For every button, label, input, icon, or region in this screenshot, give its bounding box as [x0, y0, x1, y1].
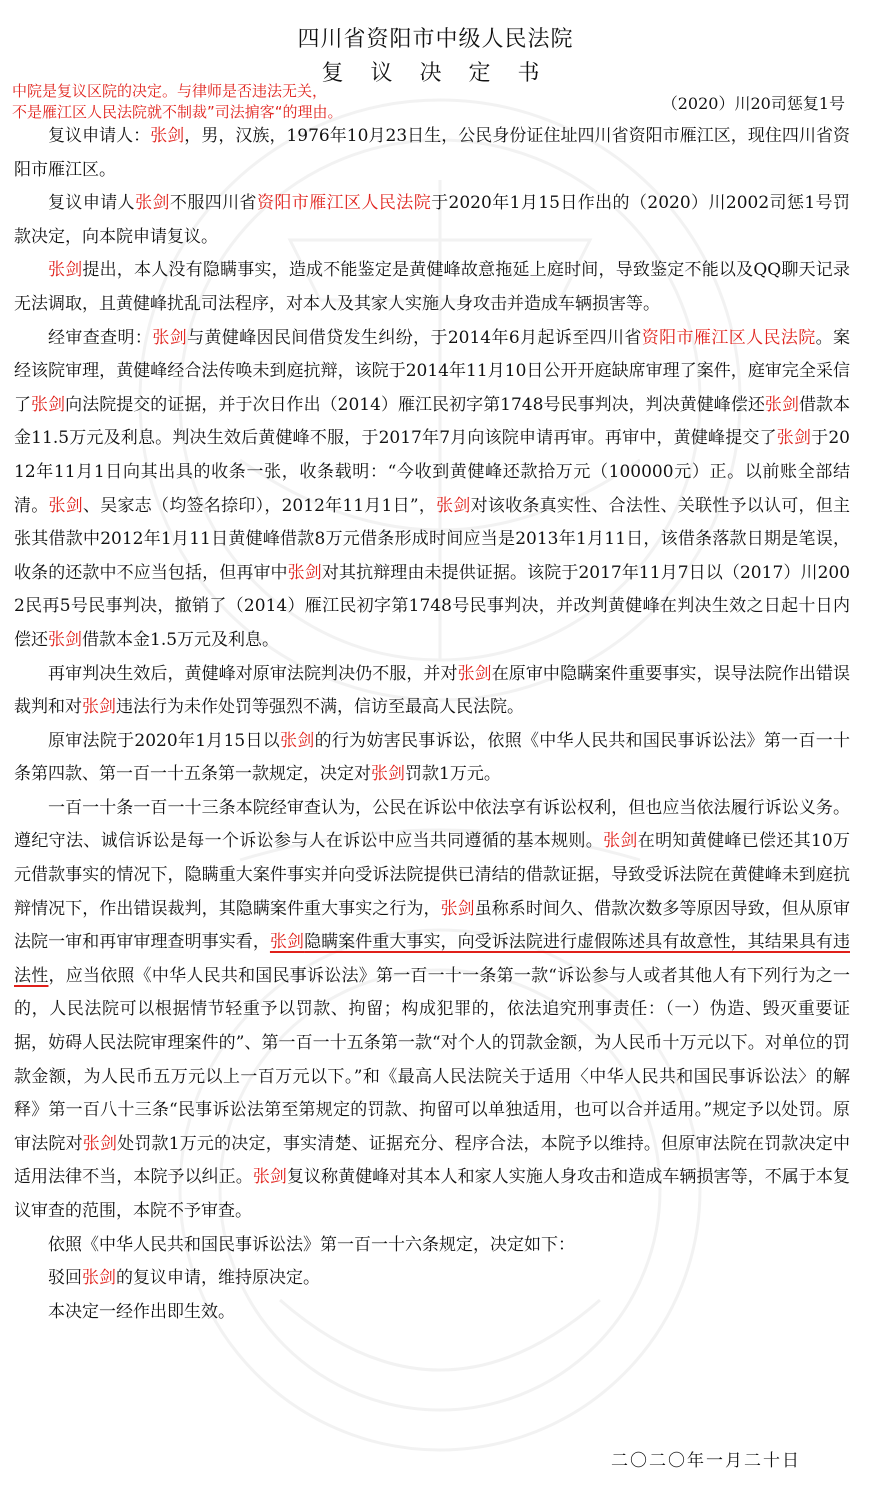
paragraph-applicant: 复议申请人：张剑，男，汉族，1976年10月23日生，公民身份证住址四川省资阳市雁江区，现住四川省资阳市雁江区。 — [14, 126, 851, 180]
paragraph-retrial: 再审判决生效后，黄健峰对原审法院判决仍不服，并对张剑在原审中隐瞒案件重要事实，误导法院作出错误裁判和对张剑违法行为未作处罚等强烈不满，信访至最高人民法院。 — [14, 663, 851, 718]
paragraph-original-decision: 原审法院于2020年1月15日以张剑的行为妨害民事诉讼，依照《中华人民共和国民事诉讼法》第一百一十条第四款、第一百一十五条第一款规定，决定对张剑罚款1万元。 — [14, 730, 850, 785]
paragraph-claims: 张剑提出，本人没有隐瞒事实，造成不能鉴定是黄健峰故意拖延上庭时间，导致鉴定不能以及QQ聊天记录无法调取，且黄健峰扰乱司法程序，对本人及其家人实施人身攻击并造成车辆损害等。 — [14, 260, 850, 314]
underlined-finding: 张剑隐瞒案件重大事实，向受诉法院进行虚假陈述具有故意性，其结果具有违法性 — [14, 932, 850, 986]
name-highlight: 张剑 — [48, 260, 83, 281]
paragraph-effective: 本决定一经作出即生效。 — [48, 1301, 235, 1322]
decision-date: 二〇二〇年一月二十日 — [611, 1451, 801, 1471]
paragraph-legal-basis: 依照《中华人民共和国民事诉讼法》第一百一十六条规定，决定如下： — [48, 1234, 575, 1255]
paragraph-reasoning: 一百一十条一百一十三条本院经审查认为，公民在诉讼中依法享有诉讼权利，但也应当依法履行诉讼义务。遵纪守法、诚信诉讼是每一个诉讼参与人在诉讼中应当共同遵循的基本规则。张剑在明知黄健峰已偿还其10万元借款事实的情况下，隐瞒重大案件事实并向受诉法院提供已清结的借款证据，导致受诉法院在黄健峰未到庭抗辩情况下，作出错误裁判，其隐瞒案件重大事实之行为，张剑虽称系时间久、借款次数多等原因导致，但从原审法院一审和再审审理查明事实看，张剑隐瞒案件重大事实，向受诉法院进行虚假陈述具有故意性，其结果具有违法性，应当依照《中华人民共和国民事诉讼法》第一百一十一条第一款“诉讼参与人或者其他人有下列行为之一的，人民法院可以根据情节轻重予以罚款、拘留；构成犯罪的，依法追究刑事责任：（一）伪造、毁灭重要证据，妨碍人民法院审理案件的”、第一百一十五条第一款“对个人的罚款金额，为人民币十万元以下。对单位的罚款金额，为人民币五万元以上一百万元以下。”和《最高人民法院关于适用〈中华人民共和国民事诉讼法〉的解释》第一百八十三条“民事诉讼法第至第规定的罚款、拘留可以单独适用，也可以合并适用。”规定予以处罚。原审法院对张剑处罚款1万元的决定，事实清楚、证据充分、程序合法，本院予以维持。但原审法院在罚款决定中适用法律不当，本院予以纠正。张剑复议称黄健峰对其本人和家人实施人身攻击和造成车辆损害等，不属于本复议审查的范围，本院不予审查。 — [14, 797, 850, 1221]
annotation-line-1: 中院是复议区院的决定。与律师是否违法无关， — [12, 82, 328, 100]
document-body — [14, 120, 850, 1329]
document-type-title: 复 议 决 定 书 — [321, 61, 550, 86]
court-name: 四川省资阳市中级人民法院 — [297, 27, 574, 52]
name-highlight: 张剑 — [135, 193, 170, 214]
court-highlight: 资阳市雁江区人民法院 — [641, 327, 816, 348]
name-highlight: 张剑 — [150, 126, 185, 146]
annotation-line-2: 不是雁江区人民法院就不制裁”司法掮客“的理由。 — [12, 103, 343, 121]
paragraph-ruling: 驳回张剑的复议申请，维持原决定。 — [48, 1268, 320, 1289]
paragraph-findings: 经审查查明：张剑与黄健峰因民间借贷发生纠纷，于2014年6月起诉至四川省资阳市雁江区人民法院。案经该院审理，黄健峰经合法传唤未到庭抗辩，该院于2014年11月10日公开开庭缺席审理了案件，庭审完全采信了张剑向法院提交的证据，并于次日作出（2014）雁江民初字第1748号民事判决，判决黄健峰偿还张剑借款本金11.5万元及利息。判决生效后黄健峰不服，于2017年7月向该院申请再审。再审中，黄健峰提交了张剑于2012年11月1日向其出具的收条一张，收条载明：“今收到黄健峰还款拾万元（100000元）正。以前账全部结清。张剑、吴家志（均签名捺印），2012年11月1日”，张剑对该收条真实性、合法性、关联性予以认可，但主张其借款中2012年1月11日黄健峰借款8万元借条形成时间应当是2013年1月11日，该借条落款日期是笔误，收条的还款中不应当包括，但再审中张剑对其抗辩理由未提供证据。该院于2017年11月7日以（2017）川2002民再5号民事判决，撤销了（2014）雁江民初字第1748号民事判决，并改判黄健峰在判决生效之日起十日内偿还张剑借款本金1.5万元及利息。 — [14, 327, 851, 650]
case-number: （2020）川20司惩复1号 — [661, 94, 845, 113]
paragraph-request: 复议申请人张剑不服四川省资阳市雁江区人民法院于2020年1月15日作出的（2020）川2002司惩1号罚款决定，向本院申请复议。 — [14, 193, 851, 247]
court-highlight: 资阳市雁江区人民法院 — [256, 193, 432, 214]
